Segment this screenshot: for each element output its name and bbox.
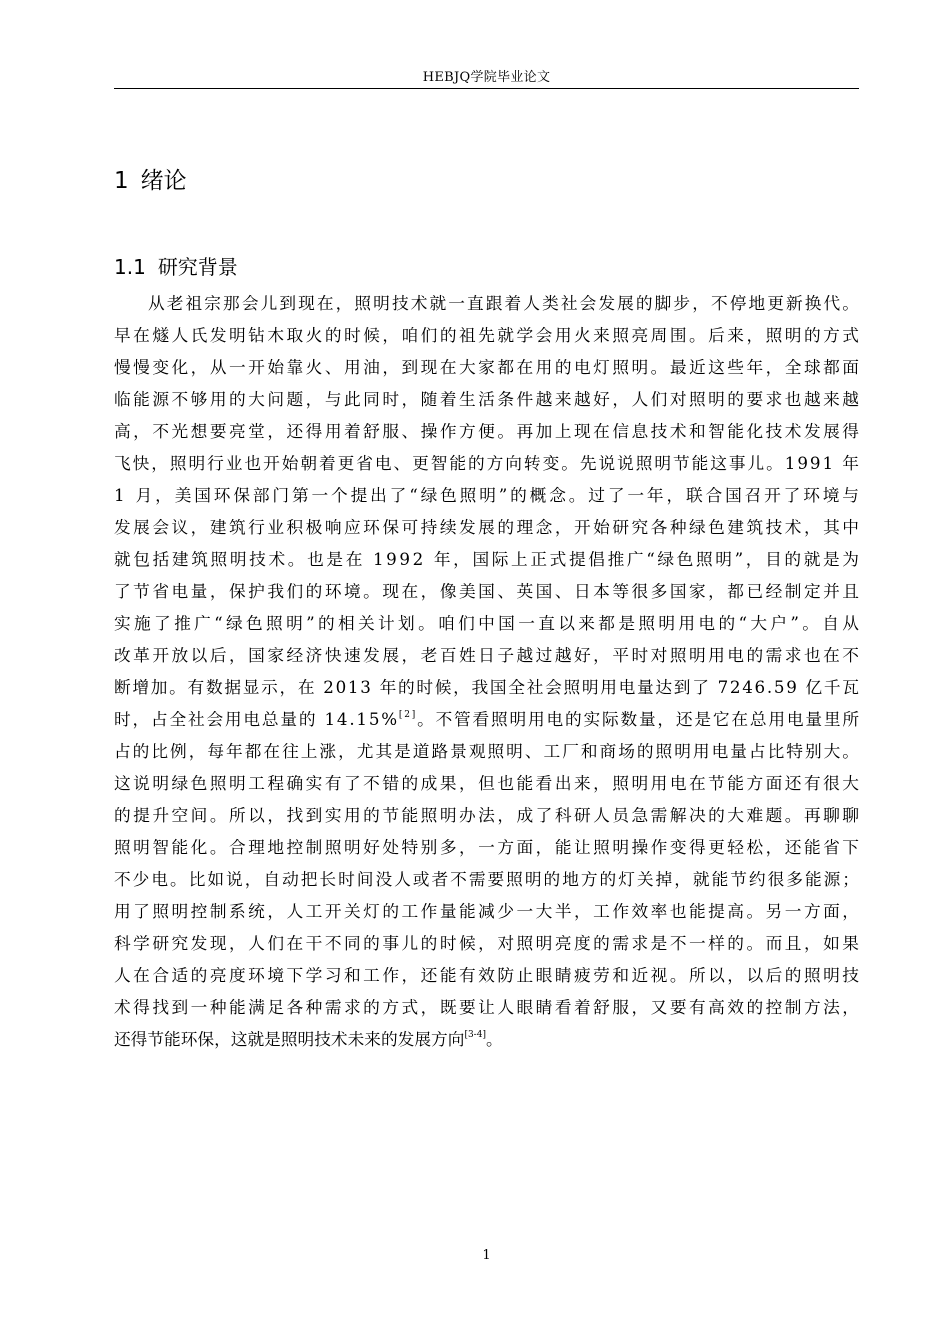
- citation-ref: [3-4]: [464, 1030, 486, 1040]
- text-line: 高，不光想要亮堂，还得用着舒服、操作方便。再加上现在信息技术和智能化技术发展得: [114, 421, 862, 441]
- body-paragraph: [114, 287, 863, 1055]
- text-line: 了节省电量，保护我们的环境。现在，像美国、英国、日本等很多国家，都已经制定并且: [114, 581, 862, 601]
- text-line: 用了照明控制系统，人工开关灯的工作量能减少一大半，工作效率也能提高。另一方面，: [114, 901, 862, 921]
- text-line: 人在合适的亮度环境下学习和工作，还能有效防止眼睛疲劳和近视。所以，以后的照明技: [114, 965, 862, 985]
- text-line: 就包括建筑照明技术。也是在 1992 年，国际上正式提倡推广“绿色照明”，目的就是为: [114, 549, 862, 569]
- running-header: HEBJQ学院毕业论文: [422, 70, 551, 85]
- chapter-title: 绪论: [140, 168, 187, 194]
- text-line: 飞快，照明行业也开始朝着更省电、更智能的方向转变。先说说照明节能这事儿。1991 年: [114, 453, 861, 473]
- text-line: 科学研究发现，人们在干不同的事儿的时候，对照明亮度的需求是不一样的。而且，如果: [114, 933, 862, 953]
- text-line: 慢慢变化，从一开始靠火、用油，到现在大家都在用的电灯照明。最近这些年，全球都面: [114, 357, 862, 377]
- text-line: 1 月，美国环保部门第一个提出了“绿色照明”的概念。过了一年，联合国召开了环境与: [114, 485, 862, 505]
- text-line: 术得找到一种能满足各种需求的方式，既要让人眼睛看着舒服，又要有高效的控制方法，: [114, 997, 862, 1017]
- text-line: 照明智能化。合理地控制照明好处特别多，一方面，能让照明操作变得更轻松，还能省下: [114, 837, 862, 857]
- chapter-heading: [114, 162, 187, 195]
- citation-ref: [2]: [398, 710, 418, 720]
- text-line: 实施了推广“绿色照明”的相关计划。咱们中国一直以来都是照明用电的“大户”。自从: [114, 613, 863, 633]
- text-line: 还得节能环保，这就是照明技术未来的发展方向[3-4]。: [114, 1029, 503, 1049]
- text-line: 早在燧人氏发明钻木取火的时候，咱们的祖先就学会用火来照亮周围。后来，照明的方式: [114, 325, 862, 345]
- text-line: 从老祖宗那会儿到现在，照明技术就一直跟着人类社会发展的脚步，不停地更新换代。: [148, 293, 862, 313]
- text-line: 这说明绿色照明工程确实有了不错的成果，但也能看出来，照明用电在节能方面还有很大: [114, 773, 862, 793]
- chapter-number: 1: [114, 168, 129, 194]
- page-number: 1: [482, 1248, 491, 1263]
- text-line: 的提升空间。所以，找到实用的节能照明办法，成了科研人员急需解决的大难题。再聊聊: [114, 805, 862, 825]
- section-heading: [114, 251, 238, 280]
- text-line: 占的比例，每年都在往上涨，尤其是道路景观照明、工厂和商场的照明用电量占比特别大。: [114, 741, 861, 761]
- section-number: 1.1: [114, 255, 146, 279]
- header-divider: [114, 88, 859, 89]
- text-line: 临能源不够用的大问题，与此同时，随着生活条件越来越好，人们对照明的要求也越来越: [114, 389, 862, 409]
- text-line: 改革开放以后，国家经济快速发展，老百姓日子越过越好，平时对照明用电的需求也在不: [114, 645, 862, 665]
- text-line: 时，占全社会用电总量的 14.15%[2]。不管看照明用电的实际数量，还是它在总用电量里所: [114, 709, 861, 729]
- text-line: 不少电。比如说，自动把长时间没人或者不需要照明的地方的灯关掉，就能节约很多能源；: [114, 869, 861, 889]
- text-line: 发展会议，建筑行业积极响应环保可持续发展的理念，开始研究各种绿色建筑技术，其中: [114, 517, 862, 537]
- text-line: 断增加。有数据显示，在 2013 年的时候，我国全社会照明用电量达到了 7246.59 亿千瓦: [114, 677, 861, 697]
- section-title: 研究背景: [157, 255, 238, 279]
